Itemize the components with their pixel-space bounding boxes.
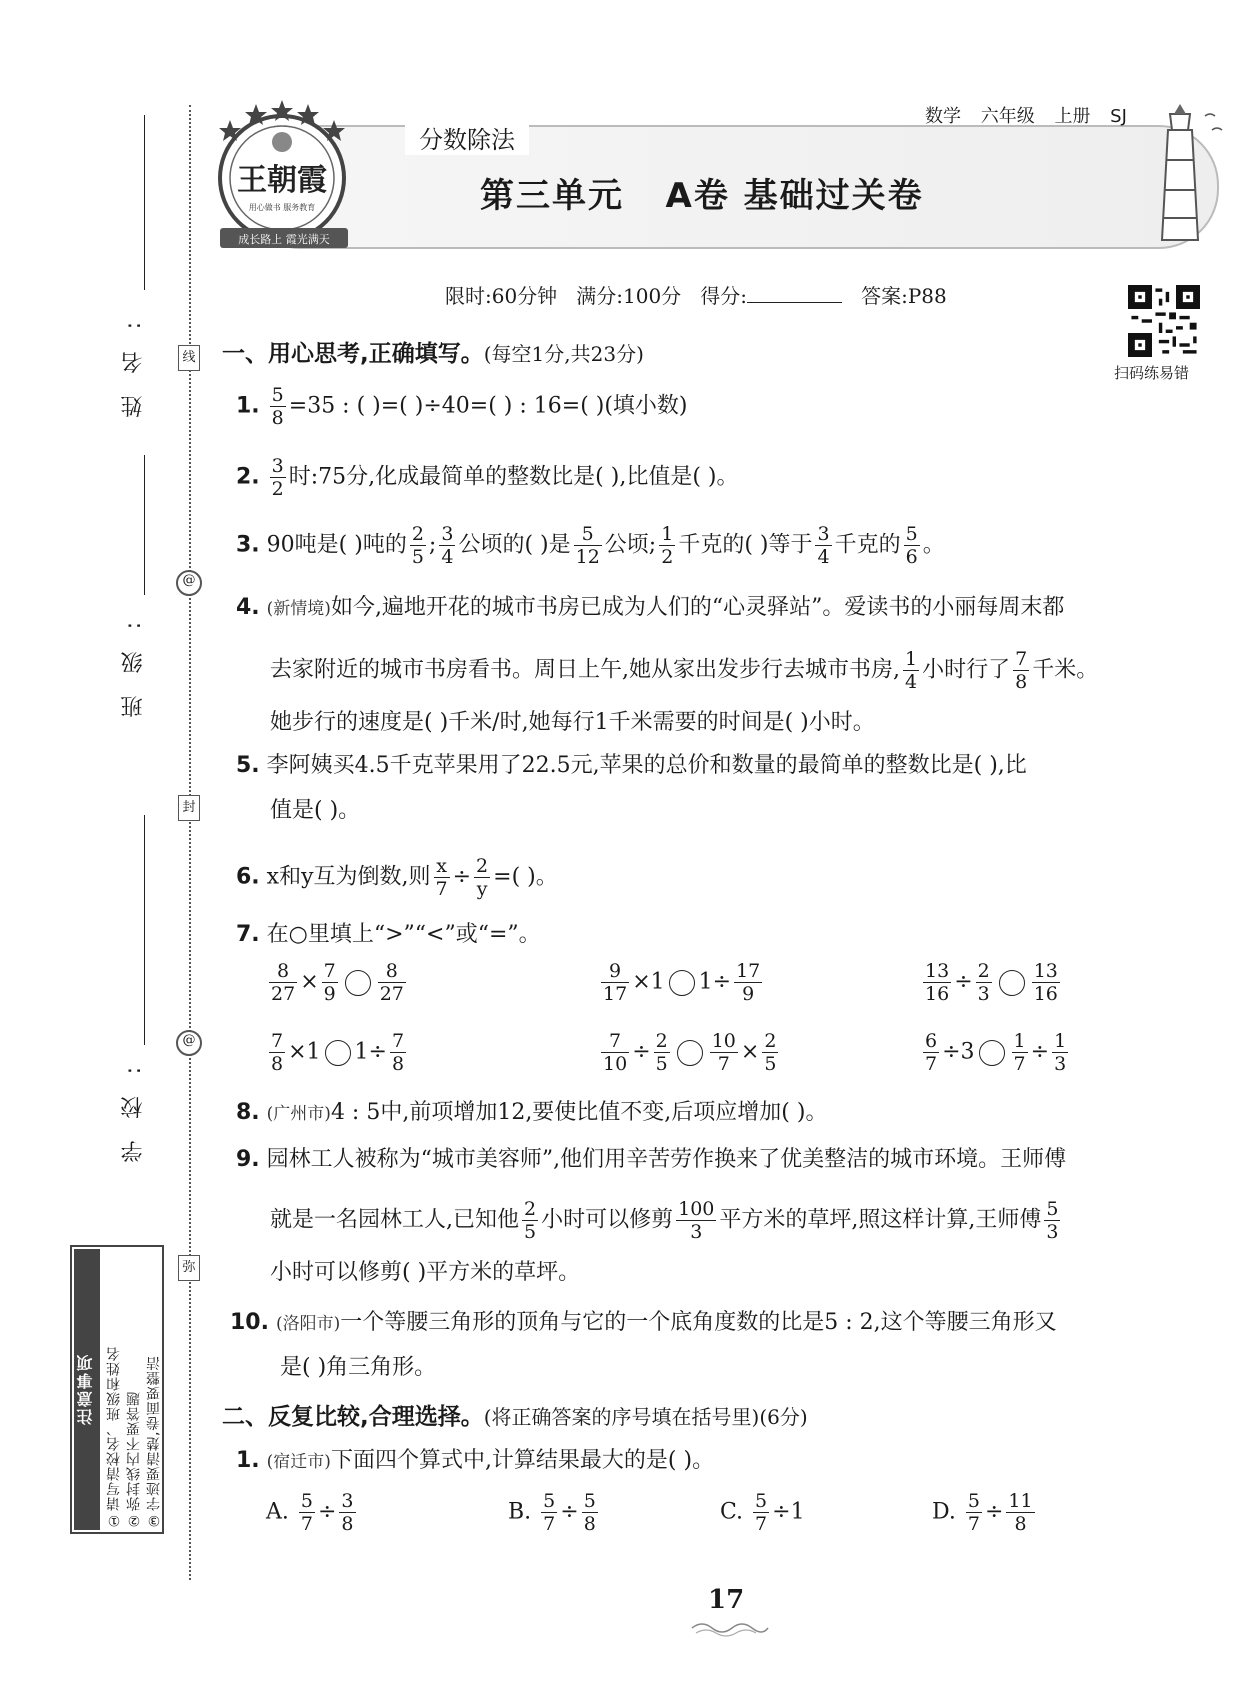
seal-mark-seal: 封 <box>178 795 200 821</box>
compare-circle[interactable] <box>677 1040 703 1066</box>
question-text: 园林工人被称为“城市美容师”,他们用辛苦劳作换来了优美整洁的城市环境。王师傅 <box>266 1147 1067 1172</box>
question-text: 公顷; <box>604 532 657 558</box>
fraction: $\frac{100}{3}$ <box>678 1198 715 1243</box>
section-2-title: 二、反复比较,合理选择。 <box>222 1404 484 1430</box>
option-d[interactable]: D. $\frac{5}{7}$ ÷ $\frac{11}{8}$ <box>932 1490 1033 1535</box>
compare-circle[interactable] <box>345 970 371 996</box>
exam-meta <box>445 280 947 309</box>
compare-item: $\frac{8}{27}$ × $\frac{7}{9}$ $\frac{8}{27}$ <box>271 960 404 1005</box>
qr-code[interactable] <box>1128 285 1200 357</box>
question-text: 如今,遍地开花的城市书房已成为人们的“心灵驿站”。爱读书的小丽每周末都 <box>330 595 1065 620</box>
question-text: 。 <box>922 532 945 558</box>
compare-circle[interactable] <box>669 970 695 996</box>
question-text: 在○里填上“>”“<”或“=”。 <box>266 922 541 947</box>
page-number: 17 <box>708 1585 745 1615</box>
fraction: $\frac{x}{7}$ <box>435 855 448 900</box>
compare-circle[interactable] <box>999 970 1025 996</box>
seal-mark-line: 线 <box>178 345 200 371</box>
question-number: 9. <box>236 1147 260 1172</box>
score-blank[interactable] <box>747 284 842 303</box>
section-1-note: (每空1分,共23分) <box>483 342 644 366</box>
lighthouse-icon <box>1130 100 1230 250</box>
answer-ref: 答案:P88 <box>861 284 947 308</box>
question-text: 李阿姨买4.5千克苹果用了22.5元,苹果的总价和数量的最简单的整数比是( ),比 <box>266 753 1027 778</box>
chapter-name: 分数除法 <box>405 120 529 155</box>
publisher-logo <box>212 100 362 270</box>
question-1-2 <box>236 455 738 500</box>
notes-title: 注意事项 <box>74 1249 100 1530</box>
question-tag: (广州市) <box>266 1104 331 1124</box>
question-1-5 <box>236 748 1027 784</box>
fraction: $\frac{2}{5}$ <box>524 1198 537 1243</box>
question-number: 3. <box>236 532 260 558</box>
question-text: ; <box>428 532 437 558</box>
question-1-9-line-2: 就是一名园林工人,已知他 $\frac{2}{5}$ 小时可以修剪 $\frac{100}{3}$ 平方米的草坪,照这样计算,王师傅 $\frac{5}{3}$ <box>270 1198 1059 1243</box>
wave-ornament-icon <box>690 1618 770 1638</box>
time-limit: 限时:60分钟 <box>445 284 558 308</box>
binding-dotted-line <box>189 105 191 1580</box>
note-2: ②弥封线内不要答题 <box>126 1391 142 1528</box>
question-1-8 <box>236 1095 827 1132</box>
question-text: 一个等腰三角形的顶角与它的一个底角度数的比是5 : 2,这个等腰三角形又 <box>340 1310 1057 1335</box>
question-1-10 <box>230 1305 1057 1342</box>
fraction: $\frac{5}{12}$ <box>575 523 600 568</box>
score-label: 得分: <box>700 284 748 308</box>
section-1-title: 一、用心思考,正确填写。 <box>222 341 484 367</box>
question-1-4 <box>236 590 1064 627</box>
compare-item: $\frac{6}{7}$ ÷3 $\frac{1}{7}$ ÷ $\frac{1}{3}$ <box>925 1030 1067 1075</box>
school-blank[interactable] <box>144 815 145 1045</box>
question-text: 时:75分,化成最简单的整数比是( ),比值是( )。 <box>288 464 739 490</box>
option-a[interactable]: A. $\frac{5}{7}$ ÷ $\frac{3}{8}$ <box>266 1490 354 1535</box>
compare-circle[interactable] <box>979 1040 1005 1066</box>
page-title: 第三单元 A卷 基础过关卷 <box>480 176 924 216</box>
compare-item: $\frac{13}{16}$ ÷ $\frac{2}{3}$ $\frac{13}{16}$ <box>925 960 1058 1005</box>
question-1-6: 6. x和y互为倒数,则 $\frac{x}{7}$ ÷ $\frac{2}{y}$ =( )。 <box>236 855 558 900</box>
question-2-1 <box>236 1443 714 1480</box>
name-blank[interactable] <box>144 115 145 290</box>
compare-item: $\frac{7}{8}$ ×1 1÷ $\frac{7}{8}$ <box>271 1030 405 1075</box>
logo-text: 王朝霞 <box>237 163 327 198</box>
logo-ribbon: 成长路上 霞光满天 <box>238 233 330 246</box>
question-1-3 <box>236 523 945 568</box>
section-2-note: (将正确答案的序号填在括号里)(6分) <box>483 1405 808 1429</box>
fraction: $\frac{2}{y}$ <box>476 855 489 900</box>
question-text: 千克的( )等于 <box>678 532 813 558</box>
question-1-4-line-2: 去家附近的城市书房看书。周日上午,她从家出发步行去城市书房, $\frac{1}{4}$ 小时行了 $\frac{7}{8}$ 千米。 <box>270 648 1099 693</box>
question-text: =35 : ( )=( )÷40=( ) : 16=( )(填小数) <box>288 393 688 419</box>
question-number: 7. <box>236 922 260 947</box>
question-text: 千克的 <box>834 532 901 558</box>
section-1-heading <box>222 335 644 368</box>
question-1-10-line-2: 是( )角三角形。 <box>280 1355 437 1380</box>
seal-mark-mi: 弥 <box>178 1255 200 1281</box>
compare-item: $\frac{9}{17}$ ×1 1÷ $\frac{17}{9}$ <box>603 960 761 1005</box>
question-text: 90吨是( )吨的 <box>266 532 407 558</box>
fraction: $\frac{1}{4}$ <box>905 648 918 693</box>
question-1-9-line-3: 小时可以修剪( )平方米的草坪。 <box>270 1260 581 1285</box>
question-tag: (宿迁市) <box>266 1452 331 1472</box>
grade-info: 数学 六年级 上册 SJ <box>925 106 1127 127</box>
qr-caption: 扫码练易错 <box>1114 364 1190 382</box>
question-1-7 <box>236 917 541 953</box>
question-text: 4 : 5中,前项增加12,要使比值不变,后项应增加( )。 <box>330 1100 828 1125</box>
name-label: 姓名: <box>121 300 146 418</box>
question-number: 5. <box>236 753 260 778</box>
question-1-1 <box>236 384 688 429</box>
swirl-icon: @ <box>176 570 202 596</box>
fraction: $\frac{3}{2}$ <box>271 455 284 500</box>
question-number: 8. <box>236 1100 260 1125</box>
fraction: $\frac{3}{4}$ <box>817 523 830 568</box>
question-text: x和y互为倒数,则 <box>266 864 431 890</box>
question-number: 10. <box>230 1310 269 1335</box>
fraction: $\frac{2}{5}$ <box>411 523 424 568</box>
compare-item: $\frac{7}{10}$ ÷ $\frac{2}{5}$ $\frac{10}{7}$ × $\frac{2}{5}$ <box>603 1030 777 1075</box>
fraction: $\frac{5}{8}$ <box>271 384 284 429</box>
question-text: 公顷的( )是 <box>458 532 571 558</box>
option-b[interactable]: B. $\frac{5}{7}$ ÷ $\frac{5}{8}$ <box>508 1490 596 1535</box>
question-number: 1. <box>236 393 260 419</box>
class-blank[interactable] <box>144 455 145 595</box>
fraction: $\frac{1}{2}$ <box>661 523 674 568</box>
fraction: $\frac{5}{3}$ <box>1046 1198 1059 1243</box>
note-3: ③字迹要清楚,卷面要整洁 <box>146 1355 162 1528</box>
full-score: 满分:100分 <box>576 284 682 308</box>
option-c[interactable]: C. $\frac{5}{7}$ ÷1 <box>720 1490 805 1535</box>
section-2-heading <box>222 1398 808 1431</box>
question-text: 下面四个算式中,计算结果最大的是( )。 <box>330 1448 715 1473</box>
notes-box <box>70 1245 164 1534</box>
fraction: $\frac{5}{6}$ <box>905 523 918 568</box>
fraction: $\frac{3}{4}$ <box>441 523 454 568</box>
class-label: 班级: <box>121 600 146 718</box>
logo-slogan: 用心做书 服务教育 <box>248 203 316 212</box>
question-tag: (洛阳市) <box>275 1314 341 1334</box>
question-1-9 <box>236 1142 1066 1178</box>
fraction: $\frac{7}{8}$ <box>1015 648 1028 693</box>
school-label: 学校: <box>121 1045 146 1163</box>
question-number: 2. <box>236 464 260 490</box>
note-1: ①请写清校名、班级和姓名 <box>106 1346 122 1528</box>
question-1-4-line-3: 她步行的速度是( )千米/时,她每行1千米需要的时间是( )小时。 <box>270 710 875 735</box>
question-number: 6. <box>236 864 260 890</box>
question-tag: (新情境) <box>266 599 331 619</box>
question-number: 1. <box>236 1448 260 1473</box>
swirl-icon: @ <box>176 1030 202 1056</box>
question-1-5-line-2: 值是( )。 <box>270 798 361 823</box>
compare-circle[interactable] <box>325 1040 351 1066</box>
question-number: 4. <box>236 595 260 620</box>
